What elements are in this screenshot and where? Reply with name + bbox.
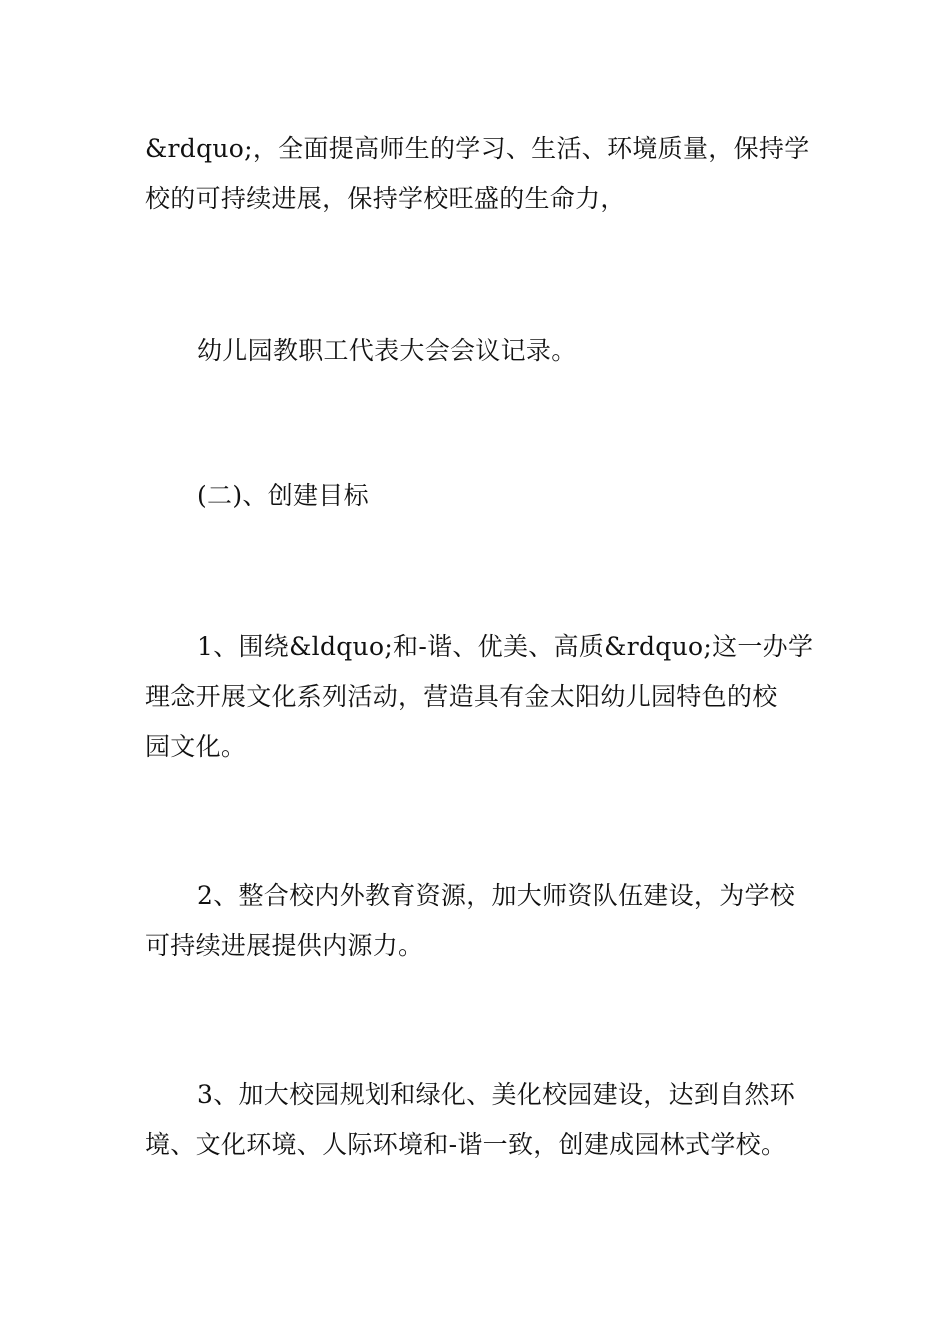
text-line: 3、加大校园规划和绿化、美化校园建设，达到自然环 [197,1080,796,1109]
section-heading-goals [145,471,810,521]
text-line: 幼儿园教职工代表大会会议记录。 [197,336,577,365]
list-item-goal-2 [145,871,810,971]
text-line: &rdquo;，全面提高师生的学习、生活、环境质量，保持学 [145,134,810,163]
text-line: 可持续进展提供内源力。 [145,931,424,960]
paragraph-continuation [145,124,810,224]
text-line: 理念开展文化系列活动，营造具有金太阳幼儿园特色的校 [145,682,778,711]
list-item-goal-3 [145,1070,810,1170]
text-line: (二)、创建目标 [197,481,369,510]
text-line: 园文化。 [145,732,247,761]
text-line: 境、文化环境、人际环境和-谐一致，创建成园林式学校。 [145,1130,787,1159]
text-line: 2、整合校内外教育资源，加大师资队伍建设，为学校 [197,881,796,910]
paragraph-meeting-record [145,326,810,376]
list-item-goal-1 [145,622,814,772]
text-line: 1、围绕&ldquo;和-谐、优美、高质&rdquo;这一办学 [197,632,814,661]
text-line: 校的可持续进展，保持学校旺盛的生命力， [145,184,626,213]
